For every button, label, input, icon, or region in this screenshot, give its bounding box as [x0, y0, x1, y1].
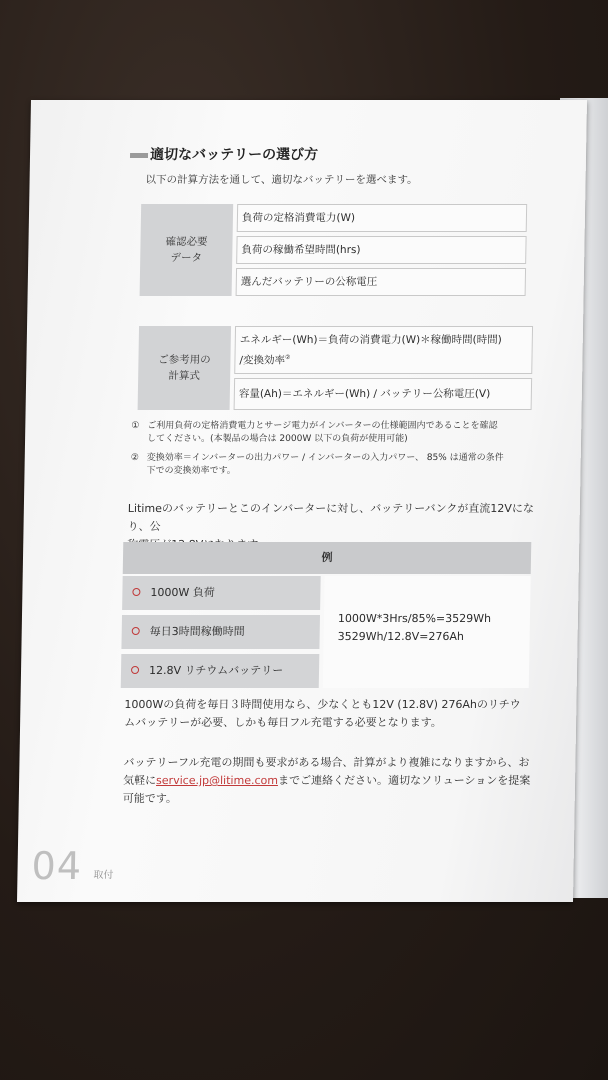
- formula-table: [138, 326, 536, 414]
- required-row: 負荷の稼働希望時間(hrs): [236, 236, 526, 264]
- heading-dash-icon: [130, 153, 148, 158]
- energy-formula: エネルギー(Wh)＝負荷の消費電力(W)＊稼働時間(時間) /変換効率②: [234, 326, 533, 374]
- example-header: 例: [123, 542, 532, 574]
- note-2: ② 変換効率＝インバーターの出力パワー / インバーターの入力パワー、 85% は通常の条件 下での変換効率です。: [130, 453, 504, 476]
- example-calculation: 1000W*3Hrs/85%=3529Wh 3529Wh/12.8V=276Ah: [323, 576, 531, 688]
- example-item-battery: 12.8V リチウムバッテリー: [121, 654, 320, 688]
- required-row: 選んだバッテリーの公称電圧: [236, 268, 526, 296]
- section-label: 取付: [93, 870, 114, 881]
- required-row: 負荷の定格消費電力(W): [237, 204, 527, 232]
- page-number: 04: [31, 844, 83, 888]
- example-item-hours: 毎日3時間稼働時間: [121, 615, 320, 649]
- support-email-link[interactable]: service.jp@litime.com: [156, 774, 279, 787]
- section-heading: 適切なバッテリーの選び方: [130, 144, 318, 164]
- capacity-formula: 容量(Ah)＝エネルギー(Wh) / バッテリー公称電圧(V): [234, 378, 533, 410]
- required-data-table: [140, 204, 530, 296]
- manual-page: [17, 100, 587, 902]
- required-data-header: 確認必要 データ: [140, 204, 234, 296]
- formula-header: ご参考用の 計算式: [138, 326, 231, 410]
- example-item-load: 1000W 負荷: [122, 576, 321, 610]
- circle-bullet-icon: [131, 666, 139, 674]
- note-1: ① ご利用負荷の定格消費電力とサージ電力がインバーターの仕様範囲内であることを確認 してください。(本製品の場合は 2000W 以下の負荷が使用可能): [131, 421, 498, 444]
- circle-bullet-icon: [132, 627, 140, 635]
- contact-paragraph: バッテリーフル充電の期間も要求がある場合、計算がより複雑になりますから、お 気軽にservice.jp@litime.comまでご連絡ください。適切なソリューションを提案 可能です。: [122, 756, 531, 805]
- battery-bank-paragraph: Litimeのバッテリーとこのインバーターに対し、バッテリーバンクが直流12Vになり、公: [127, 502, 535, 533]
- intro-text: 以下の計算方法を通して、適切なバッテリーを選べます。: [145, 174, 418, 186]
- result-paragraph: 1000Wの負荷を毎日３時間使用なら、少なくとも12V (12.8V) 276Ahのリチウ ムバッテリーが必要、しかも毎日フル充電する必要となります。: [124, 698, 521, 729]
- circle-bullet-icon: [132, 588, 140, 596]
